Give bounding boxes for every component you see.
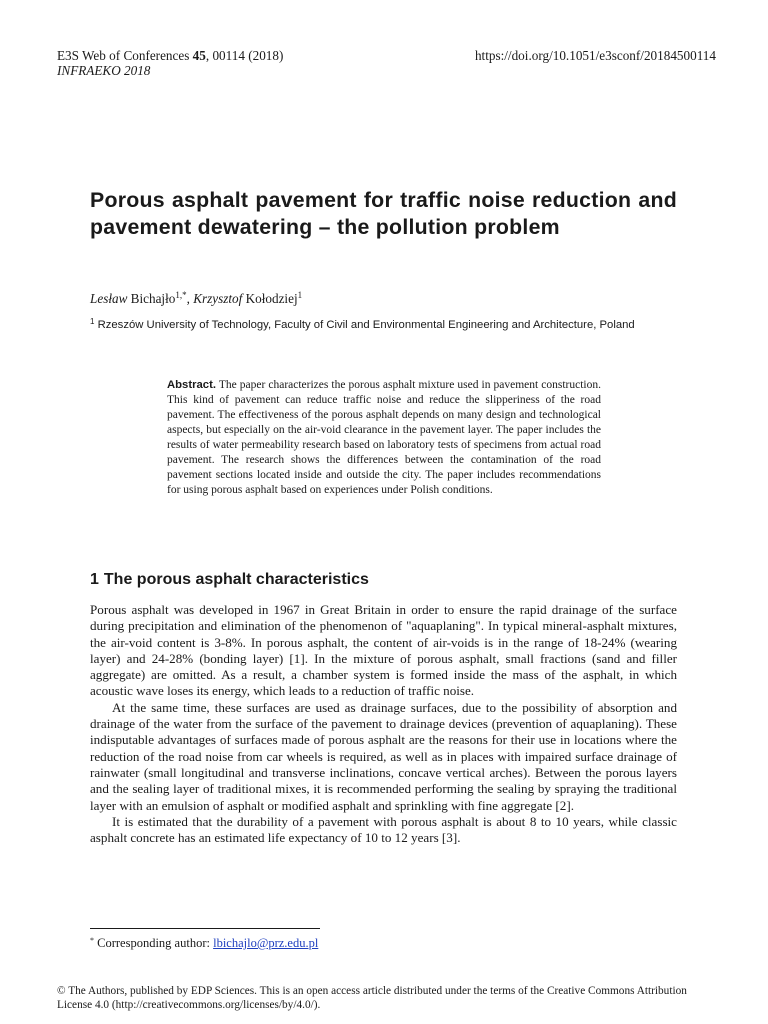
body-paragraph: It is estimated that the durability of a pavement with porous asphalt is about 8 to 10 years, while classic asphalt concrete has an estimated life expectancy of 10 to 12 years [3]. [90, 813, 677, 846]
section-number: 1 [90, 571, 99, 588]
abstract-text: The paper characterizes the porous asphalt mixture used in pavement construction. This kind of pavement can reduce traffic noise and reduce the slipperiness of the road pavement. The effectiveness of the porous asphalt depends on many design and technological aspects, but especially on the air-void clearance in the pavement layer. The paper includes the results of water permeability research based on laboratory tests of specimens from actual road pavement. The research shows the differences between the contamination of the road pavement sections located inside and outside the city. The paper includes recommendations for using porous asphalt based on experiences under Polish conditions. [167, 379, 601, 496]
author-first-name: Krzysztof [193, 291, 243, 306]
author-first-name: Lesław [90, 291, 128, 306]
author-list: Lesław Bichajło$^{1,*}$, Krzysztof Kołodziej$^1$ [90, 290, 303, 306]
footnote-label: Corresponding author: [94, 936, 214, 950]
body-paragraph: At the same time, these surfaces are used as drainage surfaces, due to the possibility of absorption and drainage of the water from the surface of the pavement to drainage devices (prevention of aquaplaning). These indisputable advantages of surfaces made of porous asphalt are the reasons for their use in locations where the reduction of the road noise from car wheels is required, as well as in places with impaired surface drainage of rainwater (small longitudinal and transverse inclinations, concave vertical arches). Between the porous layers and the sealing layer of traditional mixes, it is recommended performing the sealing by spraying the traditional layer with an emulsion of asphalt or modified asphalt and sprinkling with fine aggregate [2]. [90, 699, 677, 813]
paper-title: Porous asphalt pavement for traffic noise reduction and pavement dewatering – the pollution problem [90, 188, 677, 239]
author-last-name: Bichajło [130, 291, 176, 306]
affiliation-mark: 1 [90, 317, 95, 326]
body-paragraph: Porous asphalt was developed in 1967 in Great Britain in order to ensure the rapid drainage of the surface during precipitation and elimination of the phenomenon of "aquaplaning". In typical mineral-asphalt mixtures, the air-void content is 3-8%. In porous asphalt, the content of air-voids is in the range of 18-24% (wearing layer) and 24-28% (bonding layer) [1]. In the mixture of porous asphalt, small fractions (sand and filler aggregate) are omitted. As a result, a chamber system is formed inside the mass of the asphalt, in which acoustic wave loses its energy, which leads to a reduction of traffic noise. [90, 602, 677, 699]
abstract [167, 378, 601, 498]
footnote-mark: * [90, 936, 94, 945]
corresponding-email-link[interactable]: lbichajlo@prz.edu.pl [213, 936, 319, 950]
doi-link[interactable]: https://doi.org/10.1051/e3sconf/20184500114 [474, 48, 716, 63]
author-affiliation-mark: 1,* [175, 290, 187, 300]
journal-citation [57, 48, 283, 63]
section-title: The porous asphalt characteristics [103, 571, 369, 588]
section-heading [90, 570, 369, 590]
journal-name: E3S Web of Conferences [57, 48, 193, 63]
author-last-name: Kołodziej [245, 291, 298, 306]
affiliation [90, 317, 690, 333]
journal-volume: 45 [192, 48, 206, 63]
running-header [57, 48, 283, 78]
footnote [90, 936, 318, 951]
footnote-divider [90, 928, 320, 929]
author-affiliation-mark: 1 [297, 290, 303, 300]
abstract-label: Abstract. [167, 379, 216, 391]
license-notice: © The Authors, published by EDP Sciences. This is an open access article distributed under the terms of the Creative Commons Attribution License 4.0 (http://creativecommons.org/licenses/by/4.0/). [57, 985, 687, 1011]
article-number: , 00114 (2018) [205, 48, 284, 63]
affiliation-text: Rzeszów University of Technology, Faculty of Civil and Environmental Engineering and Architecture, Poland [97, 319, 635, 331]
conference-name: INFRAEKO 2018 [57, 63, 151, 78]
body-text [90, 602, 677, 846]
